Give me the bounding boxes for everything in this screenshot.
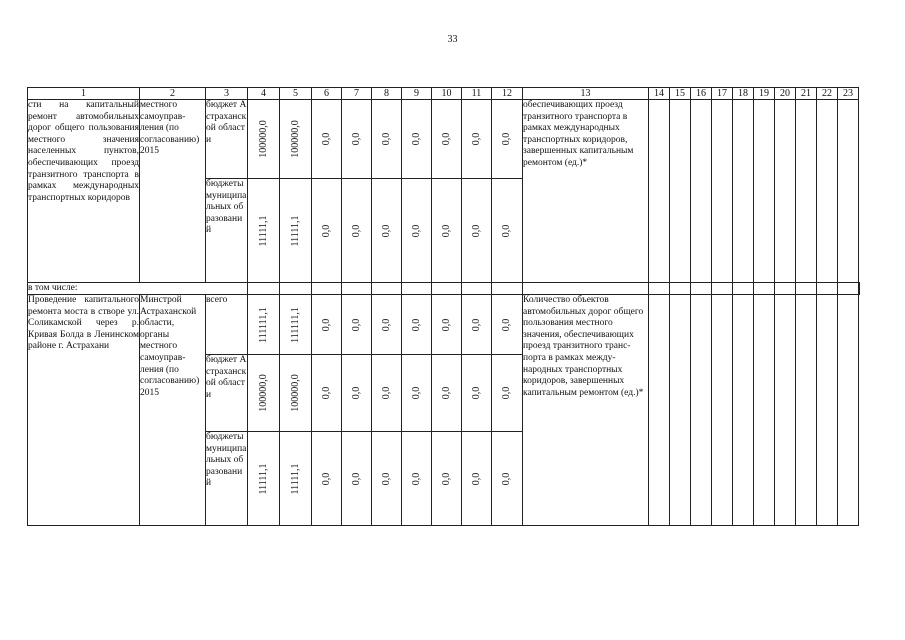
empty-cell	[649, 100, 670, 283]
empty-cell	[492, 283, 523, 295]
value-text: 100000,0	[257, 374, 269, 412]
empty-cell	[691, 100, 712, 283]
value-text: 0,0	[320, 224, 332, 237]
value-cell	[312, 432, 342, 526]
value-text: 11111,1	[289, 214, 301, 247]
value-cell	[280, 100, 312, 179]
executor-cell: местного самоуправления (по согласованию) 2015	[140, 100, 206, 283]
value-text: 0,0	[470, 386, 482, 400]
empty-cell	[312, 283, 342, 295]
empty-cell	[775, 283, 796, 295]
column-number: 1	[28, 88, 140, 100]
value-text: 0,0	[470, 472, 482, 485]
value-text: 0,0	[470, 318, 482, 331]
empty-cell	[817, 283, 838, 295]
funding-source: бюджеты муниципальных образований	[206, 432, 248, 526]
empty-cell	[838, 295, 859, 526]
executor-cell: Минстрой Астраханской области, органы местного самоуправления (по согласованию) 2015	[140, 295, 206, 526]
empty-cell	[342, 283, 372, 295]
value-cell	[312, 295, 342, 355]
value-text: 0,0	[380, 386, 392, 400]
value-cell	[280, 355, 312, 432]
value-cell	[432, 295, 462, 355]
value-text: 0,0	[350, 132, 362, 146]
value-cell	[312, 100, 342, 179]
column-number: 7	[342, 88, 372, 100]
value-cell	[342, 355, 372, 432]
empty-cell	[248, 283, 280, 295]
value-cell	[462, 295, 492, 355]
value-text: 11111,1	[257, 462, 269, 495]
empty-cell	[859, 283, 860, 295]
value-text: 0,0	[320, 318, 332, 331]
value-cell	[372, 432, 402, 526]
empty-cell	[754, 283, 775, 295]
table-row	[28, 283, 860, 295]
value-cell	[402, 432, 432, 526]
value-cell	[432, 179, 462, 283]
empty-cell	[402, 283, 432, 295]
value-text: 0,0	[380, 318, 392, 331]
value-cell	[248, 179, 280, 283]
value-cell	[372, 100, 402, 179]
empty-cell	[817, 100, 838, 283]
value-text: 100000,0	[289, 374, 301, 412]
value-cell	[342, 100, 372, 179]
value-cell	[432, 100, 462, 179]
value-text: 111111,1	[257, 306, 269, 343]
value-text: 111111,1	[289, 306, 301, 343]
value-text: 0,0	[380, 224, 392, 237]
activity-description: Проведение капитального ремонта моста в створе ул. Соликамской через р. Кривая Болда в Ленинском районе г. Астрахани	[28, 295, 140, 526]
table-row	[28, 100, 860, 179]
column-number: 16	[691, 88, 712, 100]
value-text: 0,0	[470, 224, 482, 237]
column-number: 3	[206, 88, 248, 100]
page-number: 33	[447, 34, 458, 45]
column-number: 10	[432, 88, 462, 100]
empty-cell	[372, 283, 402, 295]
empty-cell	[733, 100, 754, 283]
value-text: 100000,0	[289, 120, 301, 158]
value-text: 0,0	[320, 472, 332, 485]
value-cell	[248, 100, 280, 179]
empty-cell	[796, 283, 817, 295]
value-text: 0,0	[440, 318, 452, 331]
empty-cell	[691, 283, 712, 295]
value-text: 0,0	[320, 386, 332, 400]
empty-cell	[462, 283, 492, 295]
value-text: 0,0	[350, 224, 362, 237]
value-text: 0,0	[440, 472, 452, 485]
column-number: 11	[462, 88, 492, 100]
column-number: 5	[280, 88, 312, 100]
empty-cell	[670, 295, 691, 526]
column-number: 15	[670, 88, 691, 100]
column-number: 14	[649, 88, 670, 100]
empty-cell	[649, 295, 670, 526]
value-cell	[342, 179, 372, 283]
value-cell	[462, 179, 492, 283]
value-text: 0,0	[440, 224, 452, 237]
value-text: 0,0	[440, 386, 452, 400]
value-cell	[312, 179, 342, 283]
value-cell	[402, 355, 432, 432]
empty-cell	[733, 283, 754, 295]
value-cell	[280, 295, 312, 355]
empty-cell	[649, 283, 670, 295]
value-text: 0,0	[410, 132, 422, 146]
value-cell	[462, 432, 492, 526]
value-cell	[312, 355, 342, 432]
empty-cell	[691, 295, 712, 526]
empty-cell	[712, 295, 733, 526]
value-text: 0,0	[320, 132, 332, 146]
funding-source: бюджет Астраханской области	[206, 100, 248, 179]
value-text: 0,0	[410, 472, 422, 485]
empty-cell	[432, 283, 462, 295]
value-cell	[342, 295, 372, 355]
value-cell	[432, 432, 462, 526]
empty-cell	[733, 295, 754, 526]
column-number: 20	[775, 88, 796, 100]
value-cell	[402, 100, 432, 179]
empty-cell	[754, 100, 775, 283]
column-number: 23	[838, 88, 859, 100]
empty-cell	[670, 283, 691, 295]
empty-cell	[523, 283, 649, 295]
value-cell	[432, 355, 462, 432]
value-cell	[492, 100, 523, 179]
indicator-cell: Количество объектов автомобильных дорог общего пользования местного значения, обеспечивающих проезд транзитного транспорта в рамках международных транспортных коридоров, завершенных капитальным ремонтом (ед.)*	[523, 295, 649, 526]
column-number: 9	[402, 88, 432, 100]
column-number-row	[28, 88, 860, 100]
value-cell	[372, 355, 402, 432]
value-text: 11111,1	[257, 214, 269, 247]
value-cell	[462, 100, 492, 179]
funding-source: всего	[206, 295, 248, 355]
empty-cell	[670, 100, 691, 283]
value-cell	[492, 295, 523, 355]
empty-cell	[712, 100, 733, 283]
value-text: 0,0	[380, 472, 392, 485]
value-cell	[402, 179, 432, 283]
column-number: 2	[140, 88, 206, 100]
value-text: 0,0	[410, 318, 422, 331]
value-cell	[402, 295, 432, 355]
value-text: 0,0	[380, 132, 392, 146]
value-cell	[492, 432, 523, 526]
empty-cell	[796, 100, 817, 283]
value-cell	[248, 432, 280, 526]
column-number: 6	[312, 88, 342, 100]
value-cell	[280, 432, 312, 526]
indicator-cell: обеспечивающих проезд транзитного транспорта в рамках международных транспортных коридоров, завершенных капитальным ремонтом (ед.)*	[523, 100, 649, 283]
column-number: 19	[754, 88, 775, 100]
value-text: 0,0	[440, 132, 452, 146]
value-cell	[280, 179, 312, 283]
value-text: 0,0	[501, 224, 513, 237]
empty-cell	[796, 295, 817, 526]
empty-cell	[817, 295, 838, 526]
value-cell	[248, 295, 280, 355]
value-text: 0,0	[350, 386, 362, 400]
value-text: 100000,0	[257, 120, 269, 158]
value-text: 11111,1	[289, 462, 301, 495]
column-number: 18	[733, 88, 754, 100]
column-number: 13	[523, 88, 649, 100]
column-number: 12	[492, 88, 523, 100]
value-cell	[372, 179, 402, 283]
column-number: 22	[817, 88, 838, 100]
column-number: 21	[796, 88, 817, 100]
value-text: 0,0	[350, 472, 362, 485]
empty-cell	[712, 283, 733, 295]
empty-cell	[775, 295, 796, 526]
value-text: 0,0	[350, 318, 362, 331]
value-text: 0,0	[410, 386, 422, 400]
value-cell	[492, 179, 523, 283]
in-that-number-label: в том числе:	[28, 283, 248, 295]
value-text: 0,0	[470, 132, 482, 146]
value-cell	[462, 355, 492, 432]
value-cell	[248, 355, 280, 432]
value-text: 0,0	[501, 472, 513, 485]
column-number: 8	[372, 88, 402, 100]
value-cell	[342, 432, 372, 526]
table-row	[28, 295, 860, 355]
value-cell	[492, 355, 523, 432]
value-text: 0,0	[410, 224, 422, 237]
empty-cell	[838, 283, 859, 295]
empty-cell	[775, 100, 796, 283]
funding-source: бюджеты муниципальных образований	[206, 179, 248, 283]
value-text: 0,0	[501, 318, 513, 331]
activity-description: сти на капитальный ремонт автомобильных дорог общего пользования местного значения населенных пунктов, обеспечивающих проезд транзитного транспорта в рамках международных транспортных коридоров	[28, 100, 140, 283]
empty-cell	[754, 295, 775, 526]
program-table	[27, 87, 860, 526]
value-cell	[372, 295, 402, 355]
value-text: 0,0	[501, 132, 513, 146]
empty-cell	[280, 283, 312, 295]
column-number: 17	[712, 88, 733, 100]
value-text: 0,0	[501, 386, 513, 400]
empty-cell	[838, 100, 859, 283]
column-number: 4	[248, 88, 280, 100]
funding-source: бюджет Астраханской области	[206, 355, 248, 432]
